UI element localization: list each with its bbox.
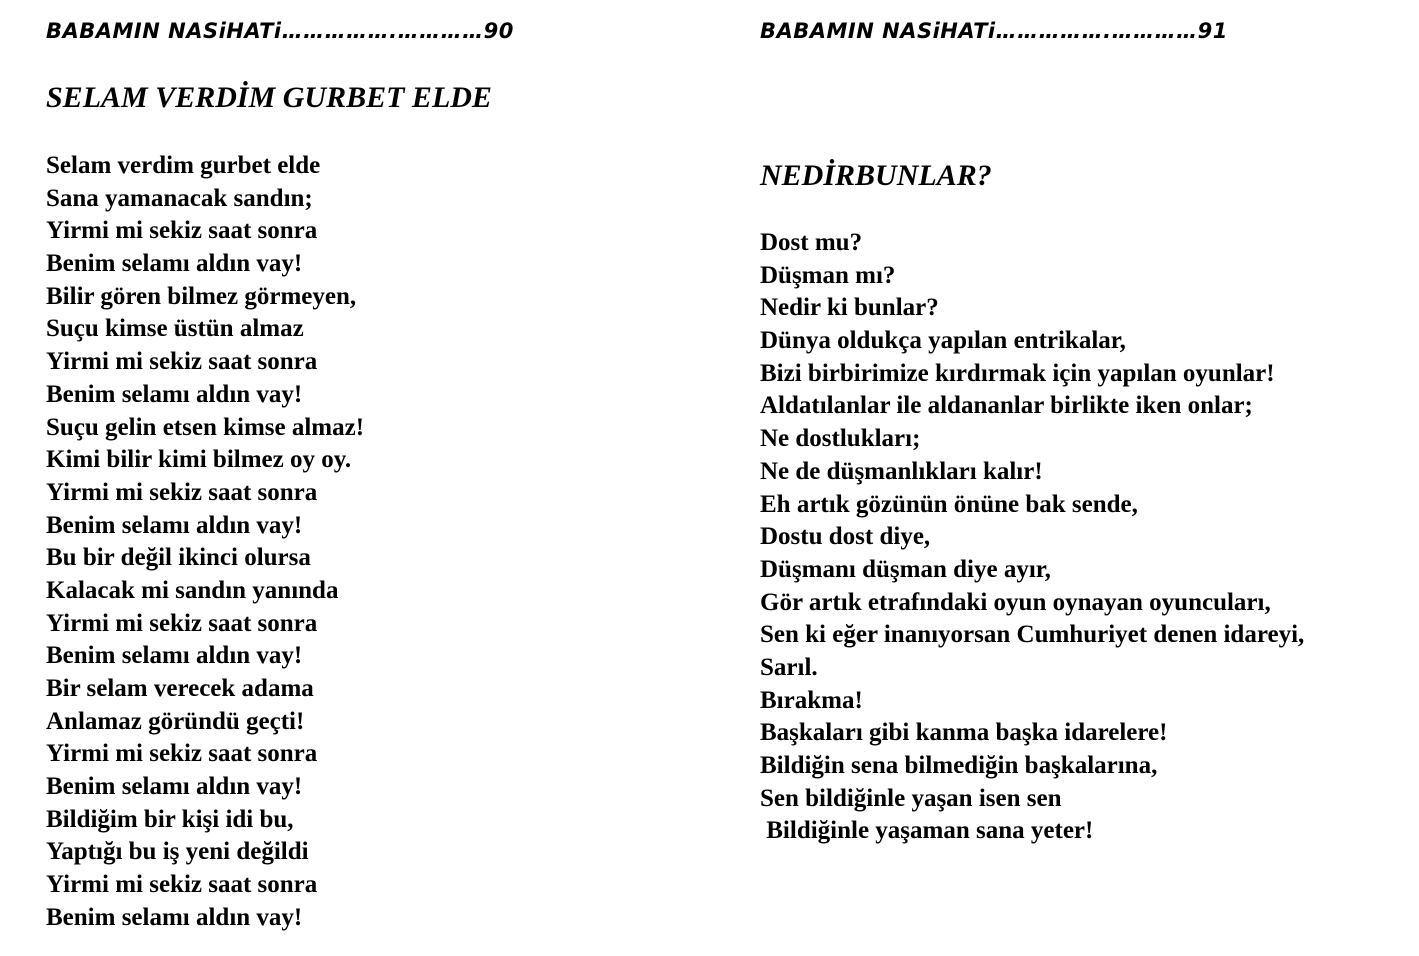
poem-line: Dost mu? <box>760 229 863 256</box>
poem-line: Ne de düşmanlıkları kalır! <box>760 457 1043 485</box>
poem-line: Kalacak mi sandın yanında <box>46 576 339 604</box>
poem-line: Başkaları gibi kanma başka idarelere! <box>760 719 1168 747</box>
poem-line: Sen bildiğinle yaşan isen sen <box>760 784 1062 812</box>
poem-line: Bizi birbirimize kırdırmak için yapılan oyunlar! <box>760 359 1275 387</box>
poem-line: Yirmi mi sekiz saat sonra <box>46 217 318 245</box>
poem-line: Dostu dost diye, <box>760 523 931 551</box>
poem-line: Düşman mı? <box>760 261 896 289</box>
poem-line: Yirmi mi sekiz saat sonra <box>46 478 318 506</box>
running-header: BABAMIN NASiHATi…………….…………91 <box>760 19 1228 43</box>
poem-body <box>46 150 364 935</box>
poem-line: Benim selamı aldın vay! <box>46 903 303 931</box>
poem-line: Bırakma! <box>760 686 863 714</box>
poem-line: Anlamaz göründü geçti! <box>46 707 305 735</box>
poem-line: Suçu gelin etsen kimse almaz! <box>46 413 365 441</box>
poem-line: Aldatılanlar ile aldananlar birlikte iken onlar; <box>760 392 1253 420</box>
poem-line: Bildiğinle yaşaman sana yeter! <box>760 817 1094 845</box>
poem-line: Nedir ki bunlar? <box>760 294 939 322</box>
poem-line: Gör artık etrafındaki oyun oynayan oyuncuları, <box>760 588 1271 616</box>
poem-line: Benim selamı aldın vay! <box>46 250 303 278</box>
poem-line: Sarıl. <box>760 653 818 681</box>
poem-line: Yaptığı bu iş yeni değildi <box>46 838 309 866</box>
poem-line: Yirmi mi sekiz saat sonra <box>46 740 318 768</box>
poem-line: Benim selamı aldın vay! <box>46 380 303 408</box>
poem-line: Kimi bilir kimi bilmez oy oy. <box>46 446 352 474</box>
poem-line: Benim selamı aldın vay! <box>46 642 303 670</box>
poem-line: Yirmi mi sekiz saat sonra <box>46 871 318 899</box>
poem-title: NEDİRBUNLAR? <box>760 159 992 192</box>
poem-line: Yirmi mi sekiz saat sonra <box>46 348 318 376</box>
poem-line: Selam verdim gurbet elde <box>46 152 321 179</box>
left-page <box>46 0 686 956</box>
poem-line: Sen ki eğer inanıyorsan Cumhuriyet denen idareyi, <box>760 621 1305 649</box>
poem-line: Bir selam verecek adama <box>46 675 314 702</box>
poem-line: Yirmi mi sekiz saat sonra <box>46 609 318 637</box>
poem-line: Eh artık gözünün önüne bak sende, <box>760 490 1138 518</box>
poem-line: Sana yamanacak sandın; <box>46 184 313 212</box>
poem-line: Bilir gören bilmez görmeyen, <box>46 282 357 310</box>
poem-body <box>760 227 1304 848</box>
poem-line: Ne dostlukları; <box>760 425 921 453</box>
right-page <box>760 0 1410 956</box>
poem-line: Bildiğim bir kişi idi bu, <box>46 805 294 833</box>
running-header: BABAMIN NASiHATi…………….…………90 <box>46 19 514 43</box>
poem-line: Suçu kimse üstün almaz <box>46 315 304 343</box>
poem-line: Bildiğin sena bilmediğin başkalarına, <box>760 752 1158 779</box>
poem-line: Benim selamı aldın vay! <box>46 511 303 539</box>
poem-line: Benim selamı aldın vay! <box>46 773 303 801</box>
poem-line: Bu bir değil ikinci olursa <box>46 544 311 572</box>
poem-line: Düşmanı düşman diye ayır, <box>760 555 1051 583</box>
poem-title: SELAM VERDİM GURBET ELDE <box>46 81 492 114</box>
poem-line: Dünya oldukça yapılan entrikalar, <box>760 327 1126 355</box>
